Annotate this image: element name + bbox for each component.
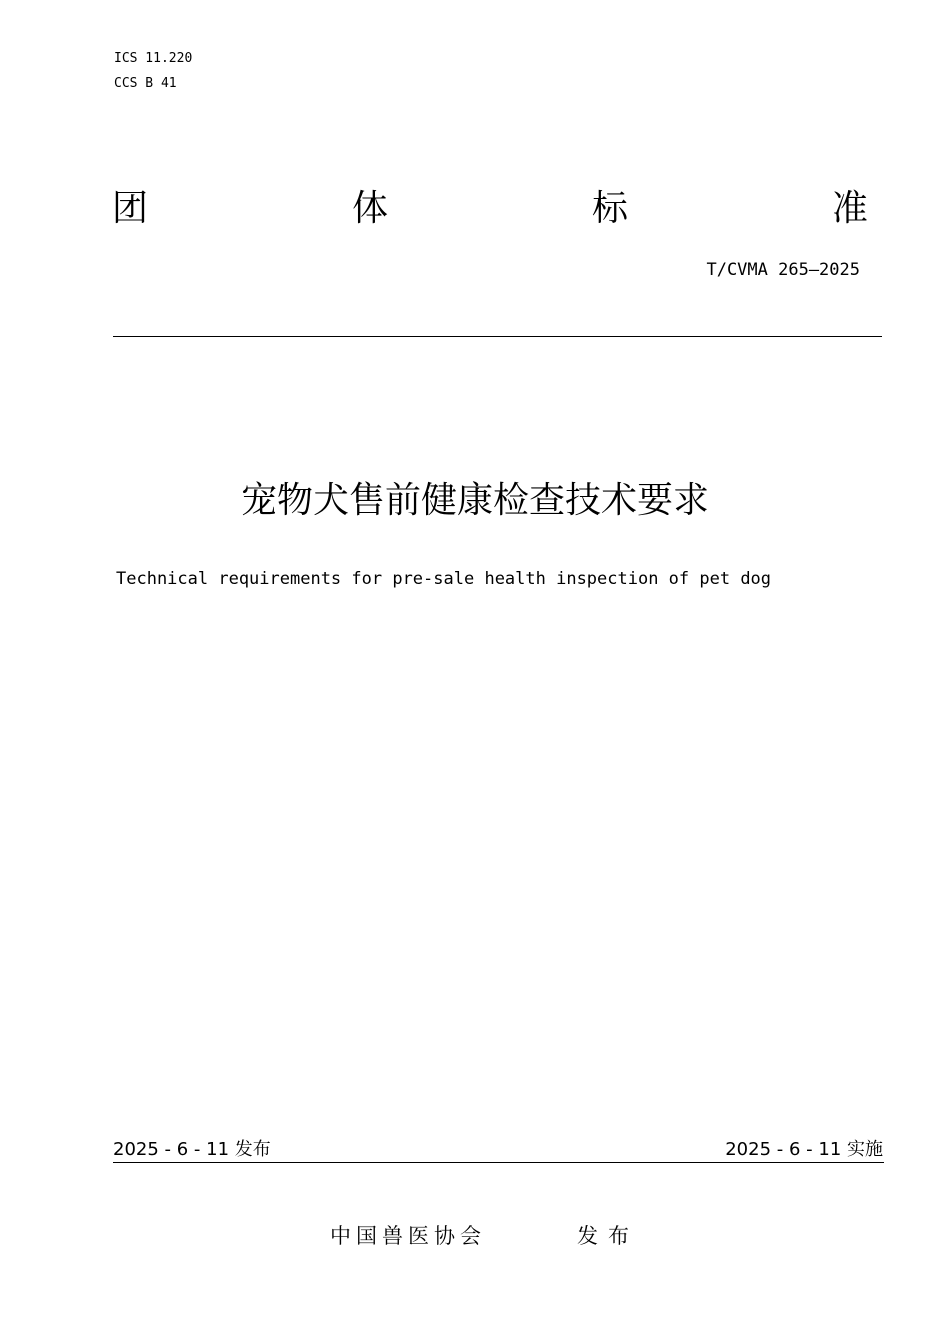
title-chinese: 宠物犬售前健康检查技术要求 xyxy=(240,480,709,521)
standard-type-heading xyxy=(112,184,868,234)
standard-number: T/CVMA 265—2025 xyxy=(706,260,860,280)
standard-type-char: 体 xyxy=(351,188,388,229)
ccs-code: CCS B 41 xyxy=(114,76,177,91)
implementation-date: 2025 - 6 - 11 实施 xyxy=(725,1139,883,1160)
bottom-divider xyxy=(113,1162,884,1163)
title-english: Technical requirements for pre-sale health inspection of pet dog xyxy=(116,569,772,589)
top-divider xyxy=(113,336,882,337)
issue-date: 2025 - 6 - 11 发布 xyxy=(113,1139,271,1160)
ics-code: ICS 11.220 xyxy=(114,51,193,66)
standard-type-char: 标 xyxy=(591,188,628,229)
standard-type-char: 准 xyxy=(831,188,868,229)
publisher-name: 中国兽医协会 xyxy=(330,1224,486,1248)
publish-label: 发布 xyxy=(577,1224,639,1248)
standard-type-char: 团 xyxy=(112,188,149,229)
